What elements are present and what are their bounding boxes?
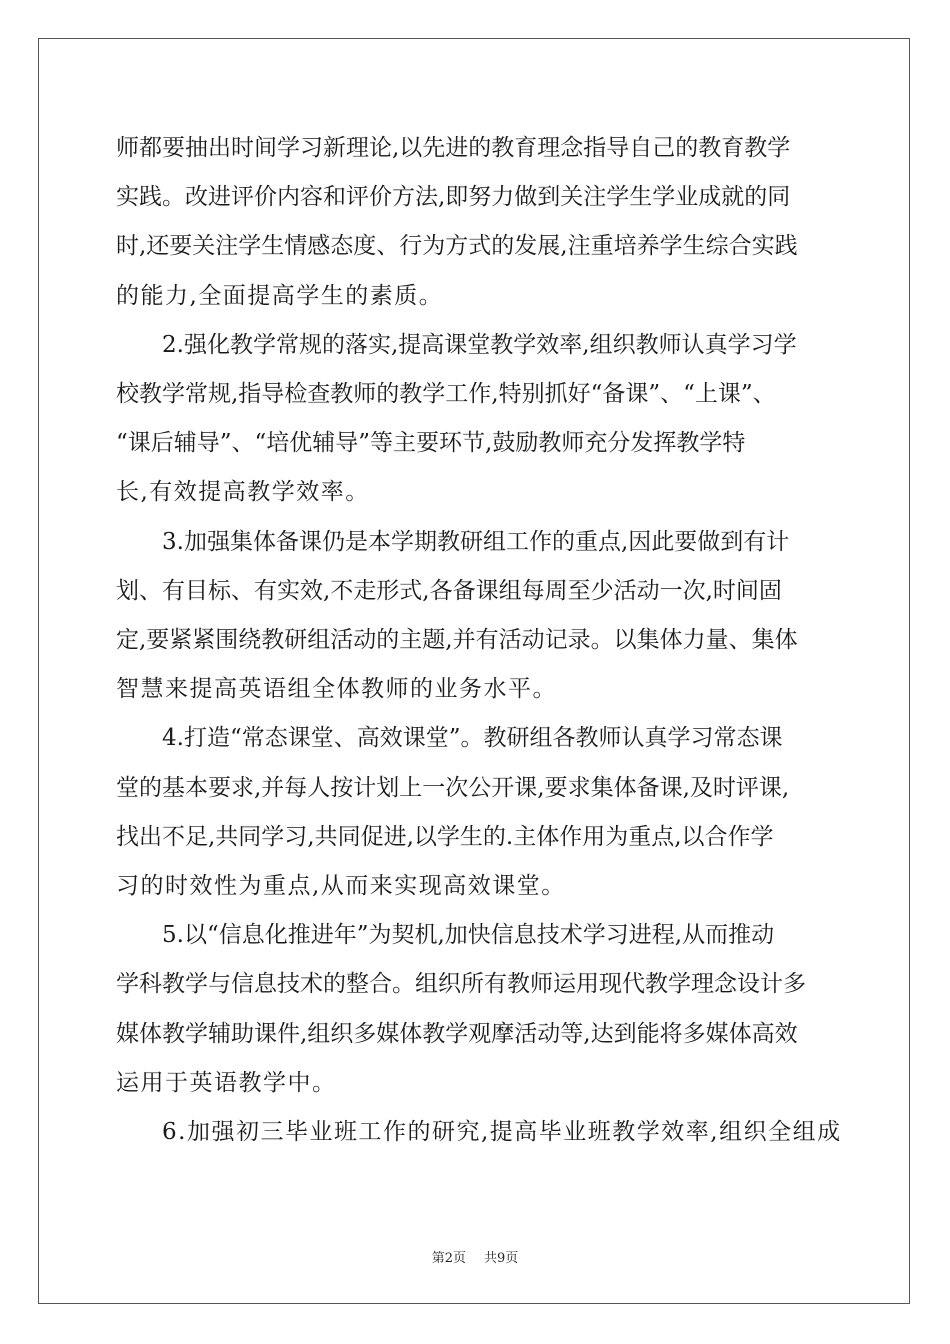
text-line: 长,有效提高教学效率。 (116, 479, 370, 506)
paragraph-item-4 (116, 714, 836, 911)
text-line: 6.加强初三毕业班工作的研究,提高毕业班教学效率,组织全组成 (162, 1119, 842, 1146)
text-line: 时,还要关注学生情感态度、行为方式的发展,注重培养学生综合实践 (116, 233, 798, 260)
text-line: 智慧来提高英语组全体教师的业务水平。 (116, 676, 557, 703)
text-line: 2.强化教学常规的落实,提高课堂教学效率,组织教师认真学习学 (162, 331, 797, 358)
text-line: 学科教学与信息技术的整合。组织所有教师运用现代教学理念设计多 (116, 971, 806, 998)
current-page-label: 第2页 (431, 1251, 466, 1266)
paragraph-item-6 (116, 1108, 842, 1157)
text-line: 媒体教学辅助课件,组织多媒体教学观摩活动等,达到能将多媒体高效 (116, 1020, 798, 1047)
text-line: 的能力,全面提高学生的素质。 (116, 282, 444, 309)
text-line: 找出不足,共同学习,共同促进,以学生的.主体作用为重点,以合作学 (116, 823, 774, 850)
text-line: 运用于英语教学中。 (116, 1069, 337, 1096)
total-pages-label: 共9页 (484, 1251, 519, 1266)
text-line: 实践。改进评价内容和评价方法,即努力做到关注学生学业成就的同 (116, 184, 791, 211)
paragraph-item-3 (116, 518, 836, 715)
paragraph-intro-continuation (116, 124, 836, 321)
page-footer (0, 1247, 950, 1266)
text-line: 4.打造“常态课堂、高效课堂”。教研组各教师认真学习常态课 (162, 725, 783, 752)
text-line: 校教学常规,指导检查教师的教学工作,特别抓好“备课”、“上课”、 (116, 381, 776, 408)
text-line: 堂的基本要求,并每人按计划上一次公开课,要求集体备课,及时评课, (116, 774, 790, 801)
text-line: 划、有目标、有实效,不走形式,各备课组每周至少活动一次,时间固 (116, 577, 782, 604)
text-line: 3.加强集体备课仍是本学期教研组工作的重点,因此要做到有计 (162, 528, 790, 555)
paragraph-item-5 (116, 911, 836, 1108)
text-line: 定,要紧紧围绕教研组活动的主题,并有活动记录。以集体力量、集体 (116, 627, 798, 654)
text-line: “课后辅导”、“培优辅导”等主要环节,鼓励教师充分发挥教学特 (116, 430, 746, 457)
paragraph-item-2 (116, 321, 836, 518)
document-body (116, 124, 842, 1157)
text-line: 习的时效性为重点,从而来实现高效课堂。 (116, 873, 566, 900)
text-line: 5.以“信息化推进年”为契机,加快信息技术学习进程,从而推动 (162, 922, 775, 949)
text-line: 师都要抽出时间学习新理论,以先进的教育理念指导自己的教育教学 (116, 135, 791, 161)
